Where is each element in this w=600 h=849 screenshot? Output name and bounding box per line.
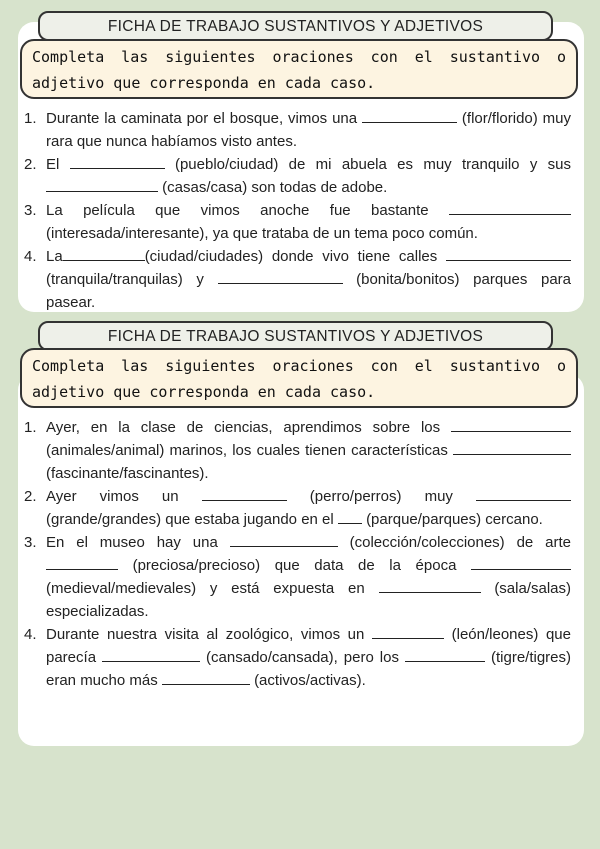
answer-blank[interactable] [102,646,200,662]
worksheet-title-2: FICHA DE TRABAJO SUSTANTIVOS Y ADJETIVOS [38,321,553,351]
exercise-list-1 [24,107,571,314]
instruction-box-1: Completa las siguientes oraciones con el sustantivo o adjetivo que corresponda en cada caso. [20,39,578,99]
exercise-item: 3. La película que vimos anoche fue bastante (interesada/interesante), ya que trataba de un tema poco común. [24,199,571,245]
exercise-item: 4. Durante nuestra visita al zoológico, vimos un (león/leones) que parecía (cansado/cansada), pero los (tigre/tigres) eran mucho más (activos/activas). [24,623,571,692]
worksheet-title-1: FICHA DE TRABAJO SUSTANTIVOS Y ADJETIVOS [38,11,553,41]
exercise-item: 2. Ayer vimos un (perro/perros) muy (grande/grandes) que estaba jugando en el (parque/parques) cercano. [24,485,571,531]
answer-blank[interactable] [451,416,571,432]
answer-blank[interactable] [405,646,485,662]
answer-blank[interactable] [362,107,457,123]
instruction-box-2: Completa las siguientes oraciones con el sustantivo o adjetivo que corresponda en cada caso. [20,348,578,408]
answer-blank[interactable] [63,245,145,261]
answer-blank[interactable] [202,485,287,501]
exercise-item: 3. En el museo hay una (colección/colecciones) de arte (preciosa/precioso) que data de la época (medieval/medievales) y está expuesta en (sala/salas) especializadas. [24,531,571,623]
exercise-list-2 [24,416,571,692]
answer-blank[interactable] [453,439,571,455]
exercise-item: 1. Ayer, en la clase de ciencias, aprendimos sobre los (animales/animal) marinos, los cuales tienen características (fascinante/fascinantes). [24,416,571,485]
answer-blank[interactable] [372,623,444,639]
answer-blank[interactable] [476,485,571,501]
answer-blank[interactable] [230,531,338,547]
exercise-item: 1. Durante la caminata por el bosque, vimos una (flor/florido) muy rara que nunca habíamos visto antes. [24,107,571,153]
answer-blank[interactable] [471,554,571,570]
exercise-item: 4. La (ciudad/ciudades) donde vivo tiene calles (tranquila/tranquilas) y (bonita/bonitos) parques para pasear. [24,245,571,314]
answer-blank[interactable] [338,508,362,524]
answer-blank[interactable] [379,577,481,593]
answer-blank[interactable] [218,268,343,284]
answer-blank[interactable] [70,153,165,169]
answer-blank[interactable] [46,554,118,570]
answer-blank[interactable] [449,199,571,215]
answer-blank[interactable] [446,245,571,261]
exercise-item: 2. El (pueblo/ciudad) de mi abuela es muy tranquilo y sus (casas/casa) son todas de adobe. [24,153,571,199]
answer-blank[interactable] [46,176,158,192]
answer-blank[interactable] [162,669,250,685]
